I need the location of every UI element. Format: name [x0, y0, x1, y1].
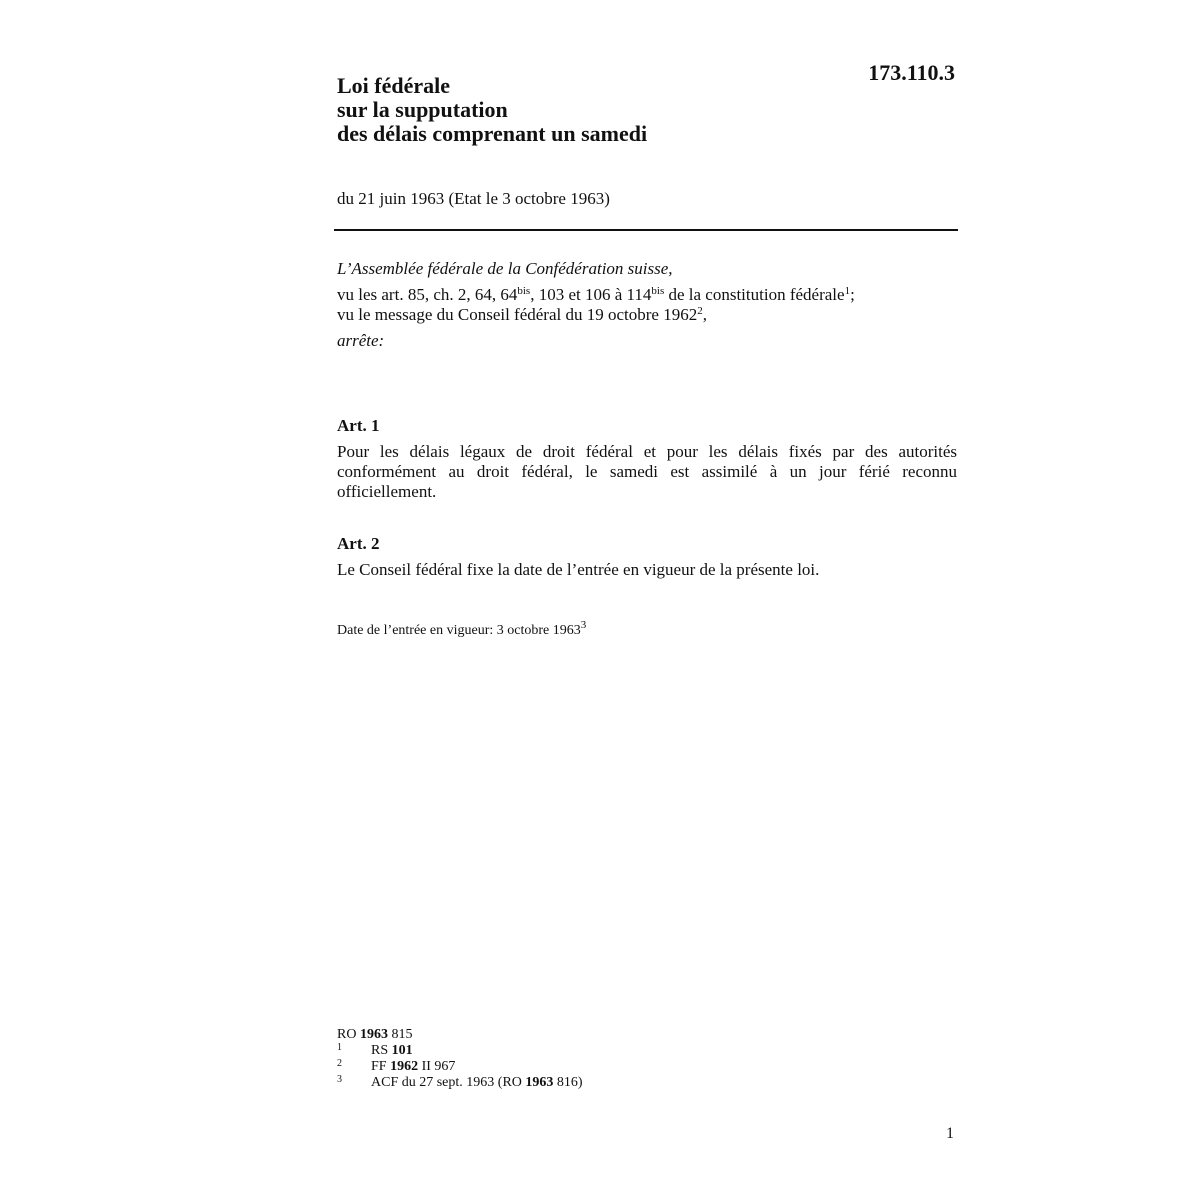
- text-segment: RO: [337, 1027, 360, 1042]
- footnote-ref-3[interactable]: 3: [580, 619, 587, 631]
- text-segment-bold: 1963: [525, 1075, 554, 1090]
- article-title: Art. 2: [337, 534, 380, 553]
- superscript: bis: [651, 285, 665, 297]
- article-text: Pour les délais légaux de droit fédéral et pour les délais fixés par des autorités conformément au droit fédéral, le samedi est assimilé à un jour férié reconnu officiellement.: [337, 442, 957, 501]
- footnote-ref-2[interactable]: 2: [697, 305, 703, 317]
- title-line: des délais comprenant un samedi: [337, 121, 648, 146]
- text-segment: FF: [371, 1059, 391, 1074]
- text-segment: de la constitution fédérale: [664, 285, 845, 304]
- article-2: [337, 534, 957, 580]
- text-segment: RS: [371, 1043, 392, 1058]
- sr-number: 173.110.3: [868, 60, 955, 85]
- text-segment: II 967: [418, 1059, 456, 1074]
- footnote-2: 2 FF 1962 II 967: [337, 1058, 456, 1074]
- title-divider: [334, 229, 958, 231]
- text-segment: ,: [702, 305, 707, 324]
- title-line: Loi fédérale: [337, 73, 451, 98]
- text-segment: 816): [553, 1075, 583, 1090]
- message-line: [337, 305, 957, 325]
- text-segment: 815: [387, 1027, 413, 1042]
- decree-formula: arrête:: [337, 331, 385, 350]
- text-segment: , 103 et 106 à 114: [530, 285, 652, 304]
- text-segment: Date de l’entrée en vigueur: 3 octobre 1963: [337, 623, 581, 638]
- article-title: Art. 1: [337, 416, 380, 435]
- superscript: bis: [517, 285, 531, 297]
- title-line: sur la supputation: [337, 97, 508, 122]
- law-title: [337, 74, 647, 146]
- text-segment: ACF du 27 sept. 1963 (RO: [371, 1075, 526, 1090]
- text-segment: vu les art. 85, ch. 2, 64, 64: [337, 285, 518, 304]
- text-segment-bold: 101: [391, 1043, 413, 1058]
- footnote-1: 1 RS 101: [337, 1042, 413, 1058]
- entry-into-force-note: [337, 619, 587, 640]
- text-segment: vu le message du Conseil fédéral du 19 octobre 1962: [337, 305, 698, 324]
- text-segment-bold: 1963: [359, 1027, 388, 1042]
- footnotes: [337, 1027, 583, 1091]
- legal-basis-line: [337, 285, 957, 305]
- enactment-date: du 21 juin 1963 (Etat le 3 octobre 1963): [337, 189, 610, 208]
- enacting-authority: L’Assemblée fédérale de la Confédération suisse,: [337, 259, 673, 278]
- footnote-ref-1[interactable]: 1: [844, 285, 851, 297]
- footnote-3: 3 ACF du 27 sept. 1963 (RO 1963 816): [337, 1074, 583, 1090]
- text-segment: ;: [850, 285, 855, 304]
- page-number: 1: [946, 1125, 954, 1142]
- article-1: [337, 416, 957, 502]
- article-text: Le Conseil fédéral fixe la date de l’entrée en vigueur de la présente loi.: [337, 560, 820, 579]
- preamble: [337, 259, 957, 351]
- ro-reference: [337, 1027, 583, 1043]
- text-segment-bold: 1962: [390, 1059, 419, 1074]
